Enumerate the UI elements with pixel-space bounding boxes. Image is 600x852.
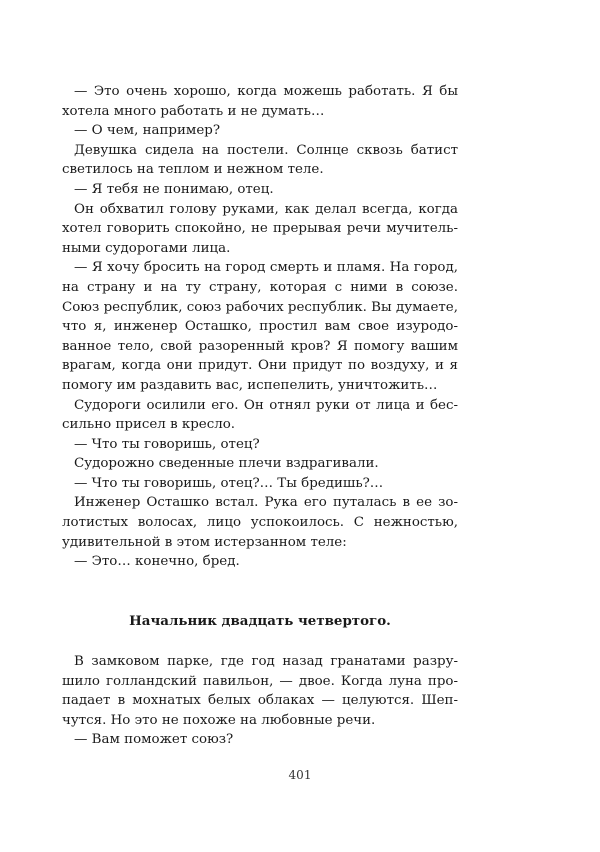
text-section-2 bbox=[62, 652, 458, 750]
paragraph: Судороги осилили его. Он отнял руки от лица и бессильно присел в кресло. bbox=[62, 397, 458, 433]
chapter-heading: Начальник двадцать четвертого. bbox=[129, 613, 391, 629]
paragraph: — Я тебя не понимаю, отец. bbox=[74, 181, 274, 197]
paragraph: В замковом парке, где год назад гранатами разрушило голландский павильон, — двое. Когда луна пропадает в мохнатых белых облаках — целуются. Шепчутся. Но это не похоже на любовные речи. bbox=[62, 654, 458, 728]
paragraph: — Это… конечно, бред. bbox=[74, 554, 240, 570]
text-section-1 bbox=[62, 82, 458, 572]
page-number: 401 bbox=[288, 768, 312, 782]
paragraph: Он обхватил голову руками, как делал всегда, когда хотел говорить спокойно, не прерывая речи мучительными судорогами лица. bbox=[62, 201, 458, 256]
paragraph: — О чем, например? bbox=[74, 123, 221, 139]
paragraph: — Я хочу бросить на город смерть и пламя. На город, на страну и на ту страну, которая с ними в союзе. Союз республик, союз рабочих республик. Вы думаете, что я, инженер Осташко, простил вам свое изуродованное тело, свой разоренный кров? Я помогу вашим врагам, когда они придут. Они придут по воздуху, и я помогу им раздавить вас, испепелить, уничтожить… bbox=[62, 260, 458, 393]
paragraph: Девушка сидела на постели. Солнце сквозь батист светилось на теплом и нежном теле. bbox=[62, 142, 458, 178]
paragraph: — Что ты говоришь, отец? bbox=[74, 436, 260, 452]
paragraph: Судорожно сведенные плечи вздрагивали. bbox=[74, 456, 379, 472]
paragraph: — Вам поможет союз? bbox=[74, 732, 234, 748]
paragraph: — Что ты говоришь, отец?… Ты бредишь?… bbox=[74, 475, 384, 491]
paragraph: — Это очень хорошо, когда можешь работать. Я бы хотела много работать и не думать… bbox=[62, 84, 458, 119]
paragraph: Инженер Осташко встал. Рука его путалась в ее золотистых волосах, лицо успокоилось. С нежностью, удивительной в этом истерзанном теле: bbox=[62, 495, 458, 550]
